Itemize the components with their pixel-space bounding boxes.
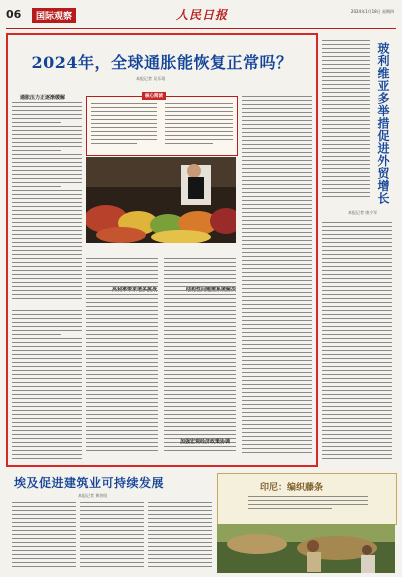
right-article-title: 玻利维亚多举措促进外贸增长 [376, 42, 390, 205]
core-reading-box [86, 96, 238, 156]
dateline: 2024年1月18日 星期四 [350, 9, 394, 14]
section-label: 国际观察 [32, 8, 76, 23]
lead-article-title: 2024年，全球通胀能恢复正常吗？ [31, 53, 293, 72]
imprint-title: 印尼：编织藤条 [260, 483, 324, 493]
right-body-column-1 [322, 40, 370, 200]
lead-body-column-1 [12, 102, 82, 302]
lower-article-byline: 本报记者 黄培昭 [78, 493, 108, 498]
right-article-byline: 本报记者 康少军 [348, 210, 378, 215]
masthead: 人民日报 [176, 8, 229, 22]
lead-body-column-1b [12, 310, 82, 462]
lead-subhead-1: 通胀压力正逐渐缓解 [20, 95, 66, 101]
weaving-photo [217, 524, 395, 573]
imprint-feature-box [217, 473, 397, 525]
lower-body-column-1 [12, 502, 76, 572]
lead-body-column-2 [86, 258, 158, 458]
market-photo [86, 157, 236, 243]
core-reading-tag: 核心阅读 [142, 92, 166, 100]
lead-body-column-3 [164, 258, 236, 458]
lead-subhead-4: 加强宏观经济政策协调 [180, 439, 231, 445]
lower-article-title: 埃及促进建筑业可持续发展 [14, 476, 165, 490]
lead-body-column-4 [242, 96, 312, 458]
lower-body-column-3 [148, 502, 212, 572]
right-body-column-2 [322, 222, 392, 462]
lower-body-column-2 [80, 502, 144, 572]
page-number: 06 [6, 8, 22, 21]
lead-article-byline: 本报记者 吴乐珺 [136, 76, 166, 81]
header-rule [6, 28, 396, 29]
page-header [6, 6, 396, 26]
